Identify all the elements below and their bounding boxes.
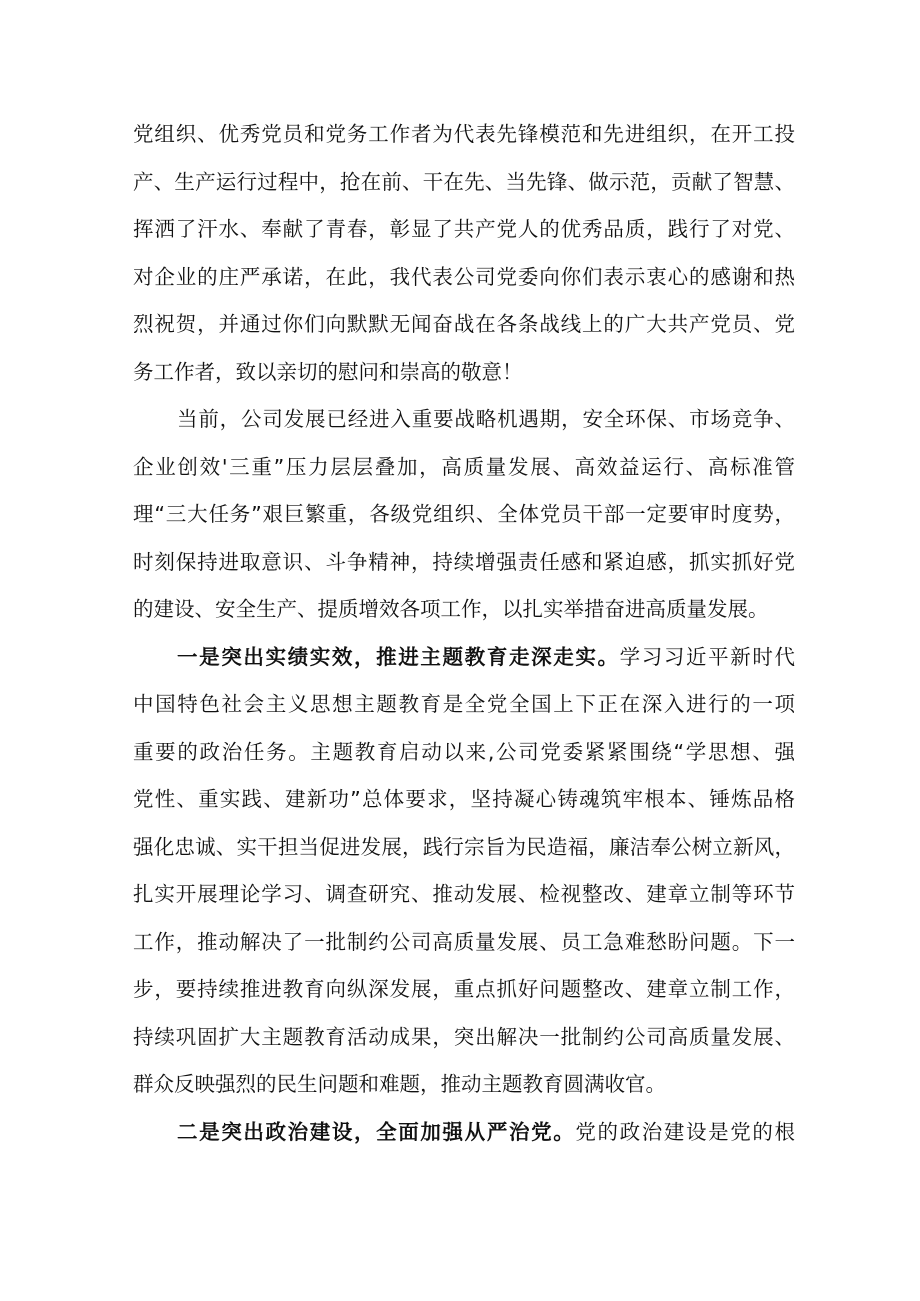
- text-line: 的建设、安全生产、提质增效各项工作，以扎实举措奋进高质量发展。: [133, 597, 769, 621]
- text-line: 产、生产运行过程中，抢在前、干在先、当先锋、做示范，贡献了智慧、: [133, 169, 795, 194]
- text-line: 企业创效'三重”压力层层叠加，高质量发展、高效益运行、高标准管: [133, 454, 795, 479]
- document-body: [133, 111, 795, 1156]
- text-line: 工作，推动解决了一批制约公司高质量发展、员工急难愁盼问题。下一: [133, 929, 795, 954]
- text-line: 群众反映强烈的民生问题和难题，推动主题教育圆满收官。: [133, 1072, 666, 1096]
- text-line: 持续巩固扩大主题教育活动成果，突出解决一批制约公司高质量发展、: [133, 1024, 795, 1049]
- text-line: 中国特色社会主义思想主题教育是全党全国上下正在深入进行的一项: [133, 692, 795, 716]
- paragraph-1: [133, 111, 795, 396]
- paragraph-3: [133, 634, 795, 1109]
- text-line: 当前，公司发展已经进入重要战略机遇期，安全环保、市场竞争、: [177, 407, 795, 431]
- text-line: [133, 1109, 795, 1157]
- text-line: 重要的政治任务。主题教育启动以来,公司党委紧紧围绕“学思想、强: [133, 739, 795, 764]
- text-line: 步，要持续推进教育向纵深发展，重点抓好问题整改、建章立制工作，: [133, 977, 795, 1001]
- text-line: 对企业的庄严承诺，在此，我代表公司党委向你们表示衷心的感谢和热: [133, 264, 795, 289]
- heading-continuation: 党的政治建设是党的根: [575, 1119, 796, 1144]
- text-line: 党组织、优秀党员和党务工作者为代表先锋模范和先进组织，在开工投: [133, 122, 795, 146]
- text-line: 烈祝贺，并通过你们向默默无闻奋战在各条战线上的广大共产党员、党: [133, 312, 795, 336]
- text-line: 党性、重实践、建新功”总体要求，坚持凝心铸魂筑牢根本、锤炼品格: [133, 787, 795, 811]
- section-heading: 二是突出政治建设，全面加强从严治党。: [177, 1119, 576, 1144]
- section-heading: 一是突出实绩实效，推进主题教育走深走实。: [177, 644, 620, 669]
- text-line: [133, 634, 795, 682]
- heading-continuation: 学习习近平新时代: [619, 644, 796, 669]
- paragraph-4: [133, 1109, 795, 1157]
- text-line: 理“三大任务”艰巨繁重，各级党组织、全体党员干部一定要审时度势，: [133, 502, 795, 526]
- text-line: 挥洒了汗水、奉献了青春，彰显了共产党人的优秀品质，践行了对党、: [133, 217, 795, 241]
- text-line: 时刻保持进取意识、斗争精神，持续增强责任感和紧迫感，抓实抓好党: [133, 549, 795, 574]
- text-line: 扎实开展理论学习、调查研究、推动发展、检视整改、建章立制等环节: [133, 882, 795, 906]
- text-line: 强化忠诚、实干担当促进发展，践行宗旨为民造福，廉洁奉公树立新风，: [133, 834, 795, 859]
- text-line: 务工作者，致以亲切的慰问和崇高的敬意！: [133, 359, 523, 384]
- paragraph-2: [133, 396, 795, 634]
